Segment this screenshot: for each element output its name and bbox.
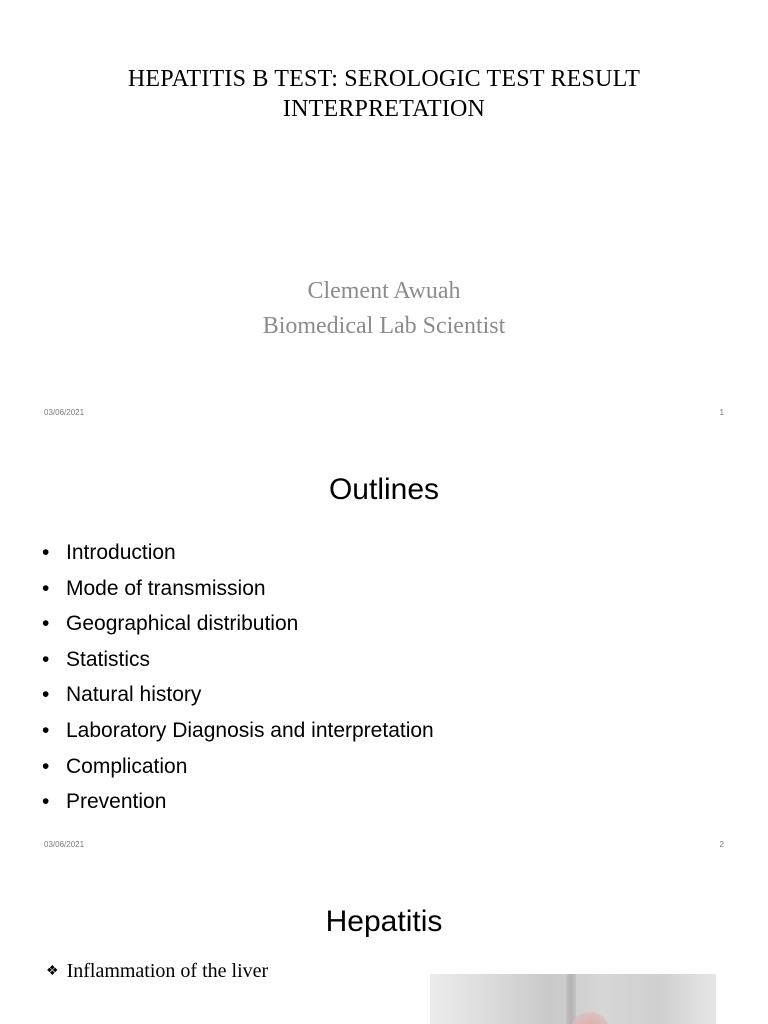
author-name: Clement Awuah — [307, 278, 461, 304]
slide-number: 1 — [719, 408, 724, 417]
photo-spine-shading — [566, 974, 576, 1024]
list-item: • Prevention — [42, 787, 434, 823]
title-line-2: INTERPRETATION — [282, 96, 486, 122]
author-role: Biomedical Lab Scientist — [262, 313, 506, 339]
title-line-1: HEPATITIS B TEST: SEROLOGIC TEST RESULT — [127, 66, 641, 92]
bullet-icon: • — [42, 754, 50, 778]
list-item: • Complication — [42, 752, 434, 788]
list-item: • Mode of transmission — [42, 574, 434, 610]
slide-3 — [0, 868, 768, 1024]
slide-title: Hepatitis — [325, 905, 443, 938]
list-item: • Geographical distribution — [42, 609, 434, 645]
slide-title: Outlines — [328, 473, 440, 506]
diamond-bullet-icon: ❖ — [46, 964, 59, 979]
slide-date: 03/06/2021 — [44, 840, 85, 849]
bullet-icon: • — [42, 647, 50, 671]
bullet-icon: • — [42, 541, 50, 564]
outline-list — [42, 538, 434, 823]
list-item: • Natural history — [42, 680, 434, 716]
slide-1 — [0, 0, 768, 432]
slide-title — [60, 64, 708, 124]
bullet-icon: • — [42, 683, 50, 707]
bullet-icon: • — [42, 612, 50, 636]
bullet-icon: • — [42, 790, 50, 814]
abdomen-photo — [430, 974, 716, 1024]
list-item: ❖ Inflammation of the liver — [46, 960, 269, 982]
slide-number: 2 — [719, 840, 724, 849]
bullet-icon: • — [42, 718, 50, 742]
list-item: • Statistics — [42, 645, 434, 681]
slide-2 — [0, 434, 768, 866]
slide-date: 03/06/2021 — [44, 408, 85, 417]
bullet-icon: • — [42, 576, 50, 600]
list-item: • Laboratory Diagnosis and interpretation — [42, 716, 434, 752]
photo-liver-highlight — [570, 1012, 610, 1024]
list-item: • Introduction — [42, 538, 434, 574]
